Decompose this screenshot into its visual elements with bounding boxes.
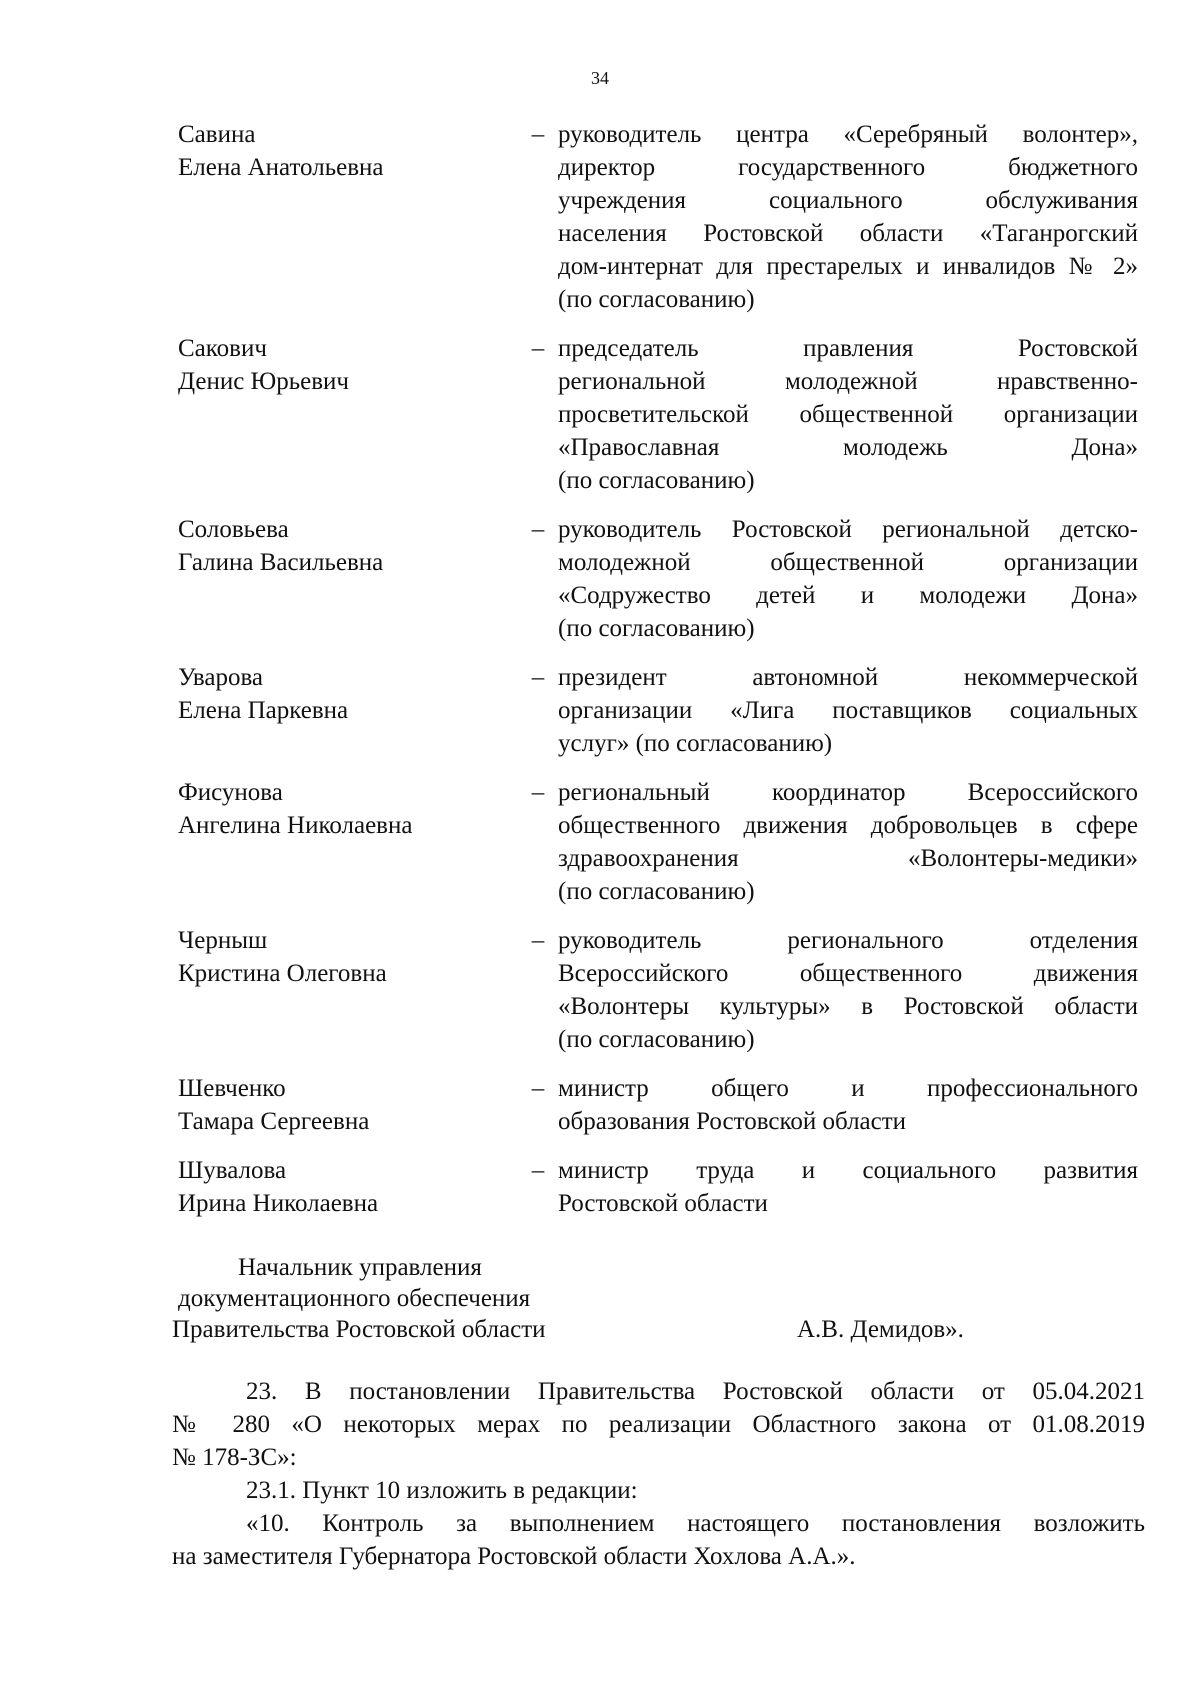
member-role [558,924,1138,1056]
member-name [178,332,518,398]
member-dash: – [531,927,545,954]
paragraph-10-line-2: на заместителя Губернатора Ростовской области Хохлова А.А.». [172,1543,856,1570]
member-row [178,776,1138,908]
member-role-line: услуг» (по согласованию) [558,730,833,757]
page-number: 34 [591,68,609,88]
signatory-name: А.В. Демидов». [797,1316,964,1343]
paragraph-23-line-3: № 178-ЗС»: [172,1444,297,1471]
member-role [558,661,1138,760]
member-surname: Шувалова [178,1157,287,1184]
member-role [558,776,1138,908]
member-role-line: региональной молодежной нравственно- [558,368,1138,395]
paragraph-10-line-1: «10. Контроль за выполнением настоящего постановления возложить [246,1510,1145,1537]
member-given-names: Елена Паркевна [178,697,349,724]
signature-title-line-2: документационного обеспечения [178,1285,531,1312]
member-role-line: Всероссийского общественного движения [558,960,1138,987]
member-surname: Соловьева [178,516,289,543]
member-role-line: министр общего и профессионального [558,1075,1138,1102]
member-role-line: (по согласованию) [558,286,755,313]
member-surname: Шевченко [178,1075,286,1102]
member-row [178,332,1138,497]
member-name [178,513,518,579]
member-row [178,118,1138,316]
member-given-names: Денис Юрьевич [178,368,350,395]
member-given-names: Кристина Олеговна [178,960,387,987]
member-name [178,118,518,184]
member-role-line: (по согласованию) [558,615,755,642]
member-surname: Сакович [178,335,267,362]
member-role-line: председатель правления Ростовской [558,335,1138,362]
signature-title-line-3 [172,1314,1072,1345]
member-role [558,118,1138,316]
member-given-names: Елена Анатольевна [178,154,384,181]
member-given-names: Тамара Сергеевна [178,1108,370,1135]
member-role-line: просветительской общественной организации [558,401,1138,428]
member-role-line: министр труда и социального развития [558,1157,1138,1184]
member-dash: – [531,1157,545,1184]
member-role-line: молодежной общественной организации [558,549,1138,576]
body-text [172,1375,1145,1573]
members-list [178,118,1138,1236]
member-role-line: образования Ростовской области [558,1108,907,1135]
member-role-line: (по согласованию) [558,1026,755,1053]
member-role-line: общественного движения добровольцев в сфере [558,812,1138,839]
member-role-line: (по согласованию) [558,878,755,905]
member-role-line: (по согласованию) [558,467,755,494]
paragraph-23-line-2: № 280 «О некоторых мерах по реализации Областного закона от 01.08.2019 [172,1411,1145,1438]
member-role [558,1072,1138,1138]
member-surname: Уварова [178,664,264,691]
member-role-line: дом-интернат для престарелых и инвалидов № 2» [558,253,1138,280]
member-dash: – [531,664,545,691]
member-role-line: «Волонтеры культуры» в Ростовской области [558,993,1138,1020]
member-given-names: Ангелина Николаевна [178,812,413,839]
member-given-names: Галина Васильевна [178,549,384,576]
member-role-line: здравоохранения «Волонтеры-медики» [558,845,1138,872]
member-role-line: «Православная молодежь Дона» [558,434,1138,461]
member-role-line: «Содружество детей и молодежи Дона» [558,582,1138,609]
signature-block [172,1252,1072,1345]
member-role-line: руководитель регионального отделения [558,927,1138,954]
member-row [178,1154,1138,1220]
member-name [178,1154,518,1220]
member-row [178,661,1138,760]
member-row [178,924,1138,1056]
member-name [178,1072,518,1138]
member-name [178,924,518,990]
member-role-line: региональный координатор Всероссийского [558,779,1138,806]
member-role-line: руководитель Ростовской региональной детско- [558,516,1138,543]
member-role-line: учреждения социального обслуживания [558,187,1138,214]
member-dash: – [531,335,545,362]
member-name [178,661,518,727]
member-role [558,332,1138,497]
member-surname: Фисунова [178,779,283,806]
member-role-line: руководитель центра «Серебряный волонтер», [558,121,1138,148]
member-role [558,513,1138,645]
member-surname: Савина [178,121,256,148]
member-given-names: Ирина Николаевна [178,1190,379,1217]
member-role-line: организации «Лига поставщиков социальных [558,697,1138,724]
member-row [178,513,1138,645]
member-surname: Черныш [178,927,268,954]
member-dash: – [531,516,545,543]
member-dash: – [531,779,545,806]
member-name [178,776,518,842]
member-role-line: населения Ростовской области «Таганрогский [558,220,1138,247]
signature-title-line-1: Начальник управления [238,1254,482,1281]
member-role-line: директор государственного бюджетного [558,154,1138,181]
paragraph-23-line-1: 23. В постановлении Правительства Ростовской области от 05.04.2021 [246,1378,1145,1405]
member-role-line: президент автономной некоммерческой [558,664,1138,691]
member-dash: – [531,121,545,148]
member-row [178,1072,1138,1138]
member-role [558,1154,1138,1220]
signature-title-line-3-text: Правительства Ростовской области [172,1316,546,1343]
member-dash: – [531,1075,545,1102]
paragraph-23-1: 23.1. Пункт 10 изложить в редакции: [246,1477,638,1504]
member-role-line: Ростовской области [558,1190,768,1217]
